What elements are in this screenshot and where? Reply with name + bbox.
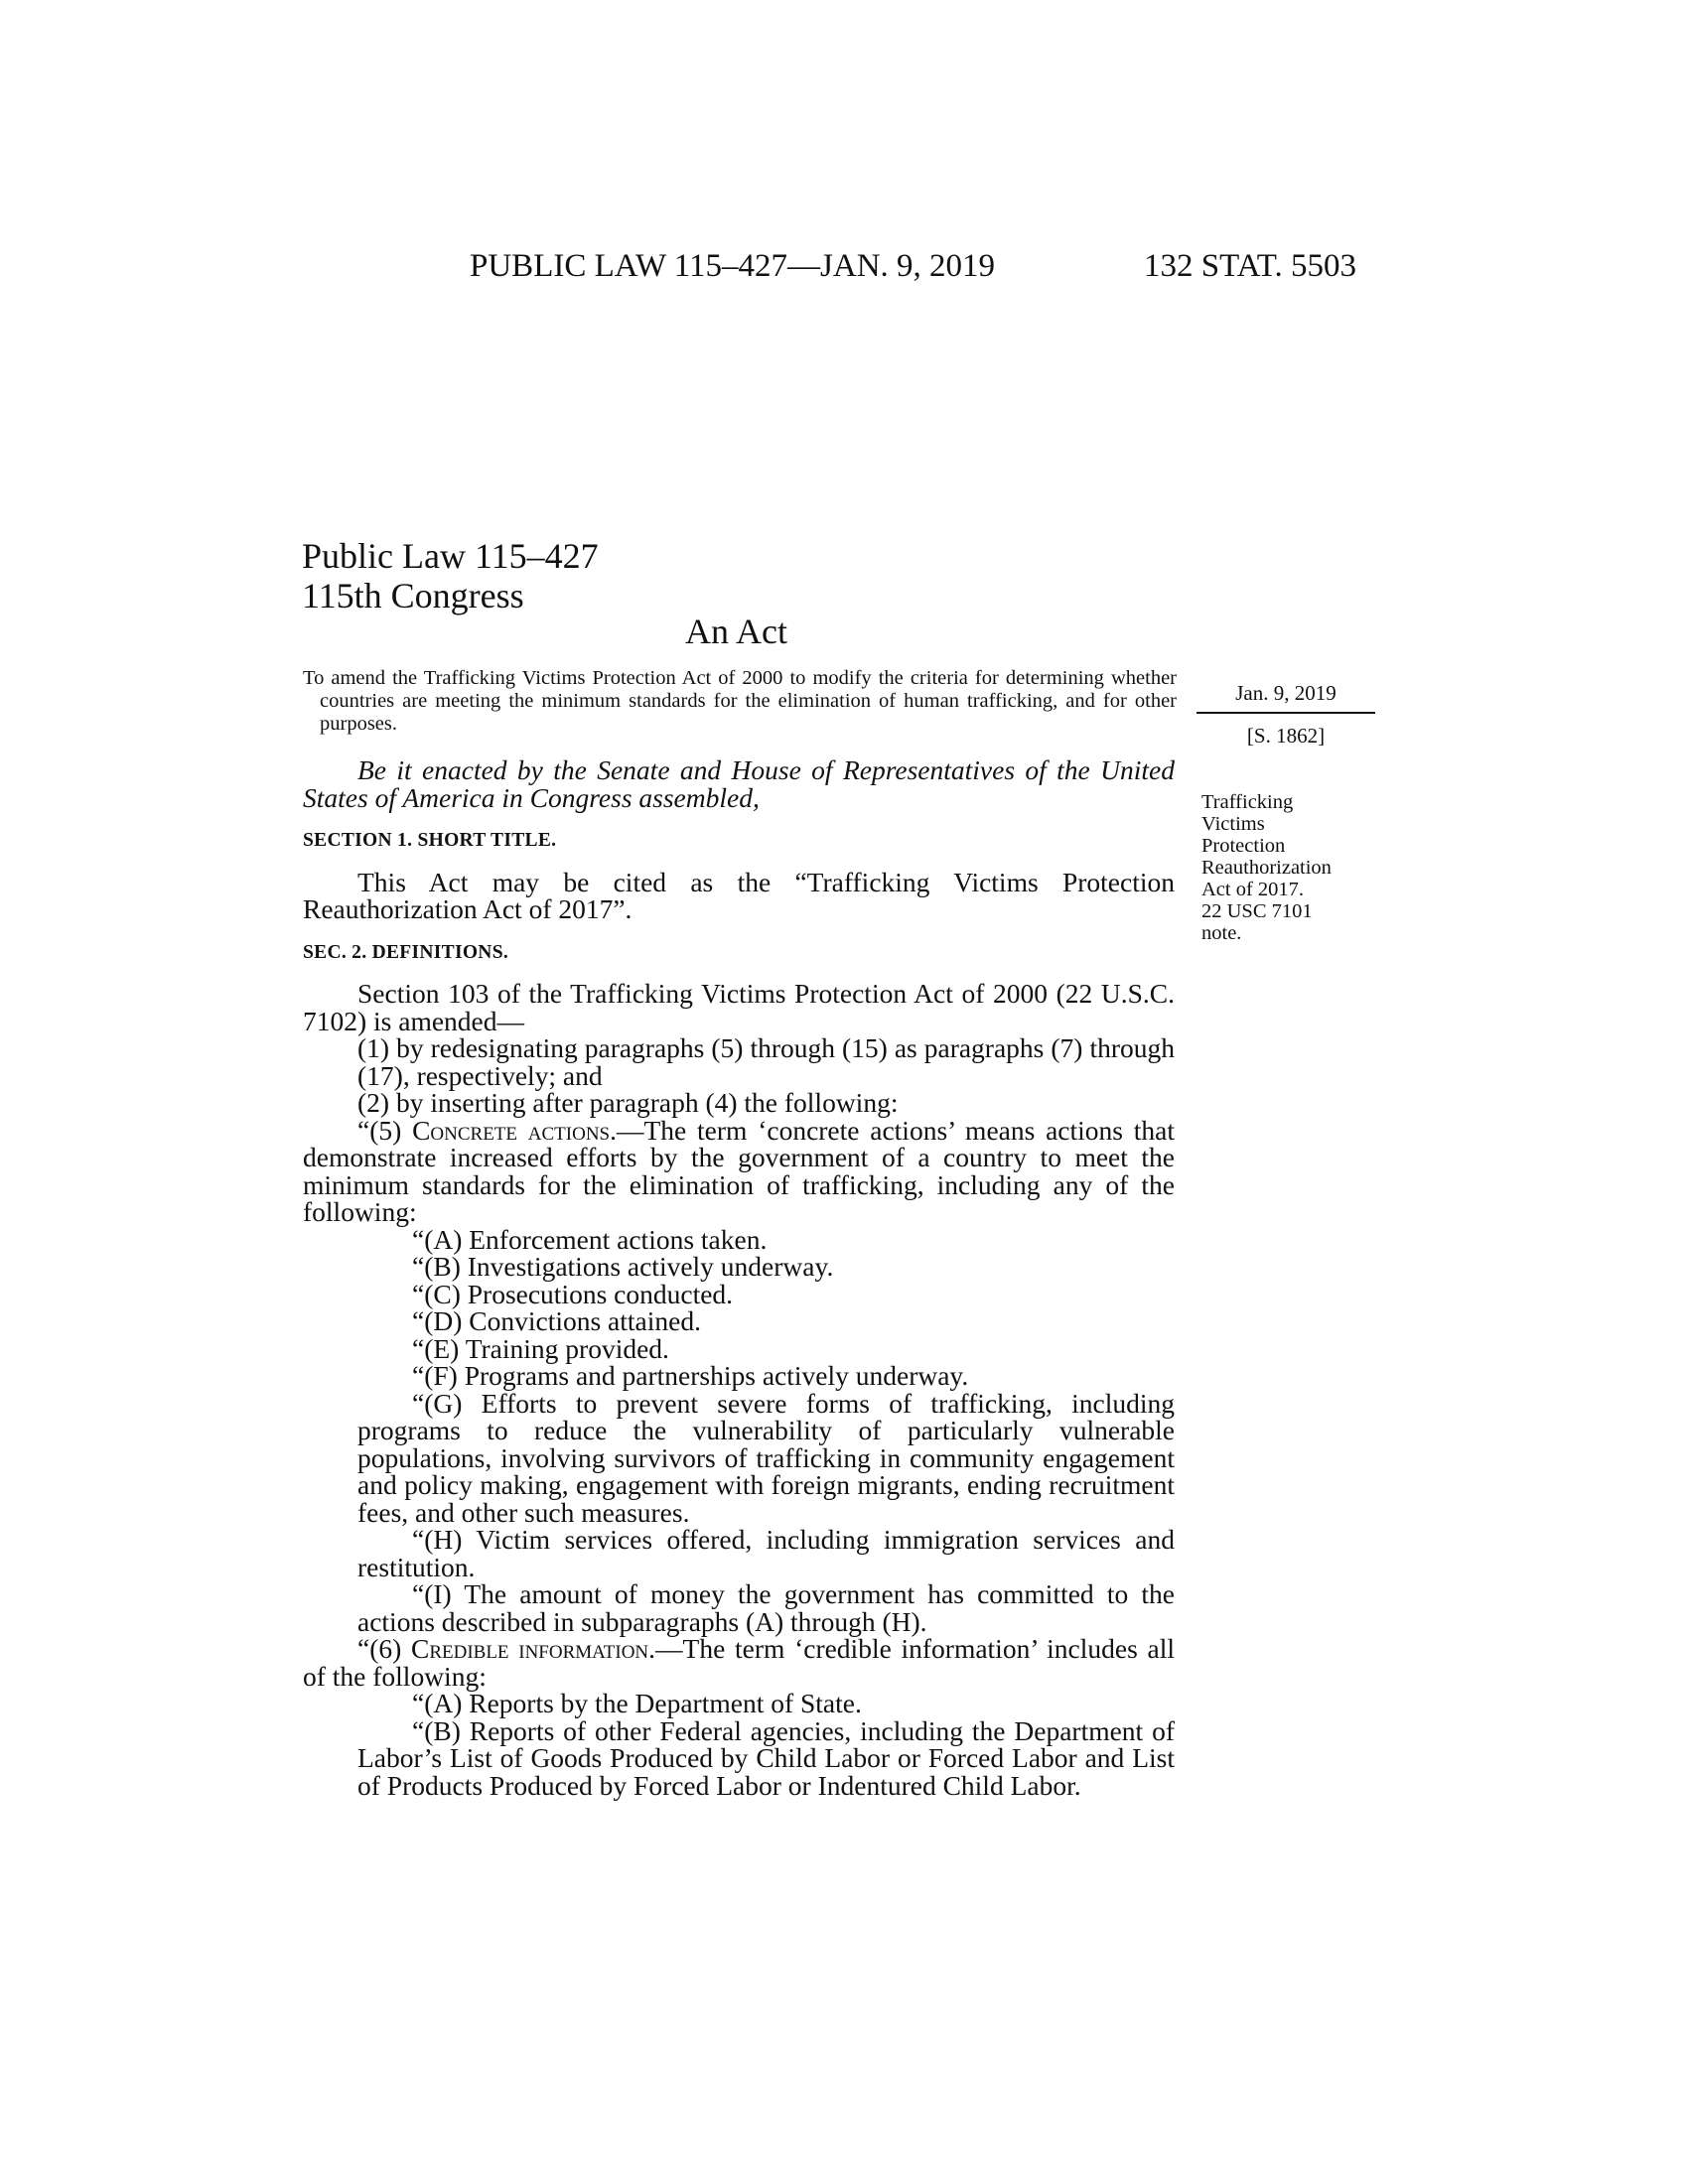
section-2-intro: Section 103 of the Trafficking Victims Protection Act of 2000 (22 U.S.C. 7102) is amended— — [303, 978, 1175, 1036]
margin-note-line: Act of 2017. — [1201, 879, 1305, 900]
definition-5-term: Concrete actions — [412, 1114, 611, 1146]
definition-5 — [303, 1114, 1175, 1227]
act-heading: An Act — [685, 612, 787, 651]
definition-5-item: “(B) Investigations actively underway. — [412, 1251, 834, 1282]
definition-6 — [303, 1635, 1175, 1690]
purpose-rest: for determining whether countries are meeting the minimum standards for the elimination of human trafficking, and for other purposes. — [320, 667, 1178, 735]
section-1-heading: SECTION 1. SHORT TITLE. — [303, 830, 557, 851]
definition-6-item: “(A) Reports by the Department of State. — [412, 1688, 862, 1718]
running-header-page: 132 STAT. 5503 — [1144, 248, 1357, 284]
definition-5-item: “(F) Programs and partnerships actively underway. — [412, 1360, 969, 1391]
act-body — [303, 756, 1175, 1799]
definition-5-item: “(C) Prosecutions conducted. — [412, 1278, 734, 1309]
margin-bill-number: [S. 1862] — [1246, 724, 1326, 748]
section-2-heading: SEC. 2. DEFINITIONS. — [303, 941, 509, 963]
definition-5-item: “(D) Convictions attained. — [412, 1305, 701, 1336]
section-1-text: This Act may be cited as the “Trafficking Victims Protection Reauthorization Act of 2017”. — [303, 866, 1175, 924]
definition-5-item: “(A) Enforcement actions taken. — [412, 1223, 768, 1255]
enacting-clause: Be it enacted by the Senate and House of Representatives of the United States of America in Congress assembled, — [303, 754, 1175, 813]
margin-note-line: Protection — [1201, 835, 1286, 857]
running-header-left: PUBLIC LAW 115–427—JAN. 9, 2019 — [470, 248, 996, 284]
definition-6-number: “(6) — [357, 1633, 411, 1664]
margin-note — [1201, 791, 1380, 944]
congress-label: 115th Congress — [302, 576, 524, 615]
purpose-line-1: To amend the Trafficking Victims Protection Act of 2000 to modify the criteria — [303, 667, 968, 689]
definition-6-item: “(B) Reports of other Federal agencies, including the Department of Labor’s List of Goods Produced by Child Labor or Forced Labor and List of Products Produced by Forced Labor or Indentured Child Labor. — [357, 1714, 1175, 1801]
amendment-item-1 — [303, 1034, 1175, 1089]
definition-5-item: “(I) The amount of money the government has committed to the actions described in subparagraphs (A) through (H). — [357, 1578, 1175, 1637]
purpose-clause — [303, 667, 1177, 736]
margin-note-line: Reauthorization — [1201, 857, 1332, 879]
margin-date: Jan. 9, 2019 — [1196, 681, 1375, 714]
definition-6-term: Credible information — [410, 1633, 649, 1664]
margin-note-line: 22 USC 7101 — [1201, 900, 1313, 922]
definition-5-item: “(H) Victim services offered, including immigration services and restitution. — [357, 1524, 1175, 1582]
margin-note-line: Victims — [1201, 813, 1265, 835]
definition-5-item: “(E) Training provided. — [412, 1332, 669, 1364]
definition-5-text: .—The term ‘concrete actions’ means actions that demonstrate increased efforts by the government of a country to meet the minimum standards for the elimination of trafficking, including any of the following: — [303, 1114, 1175, 1227]
amendment-item-2: (2) by inserting after paragraph (4) the following: — [357, 1087, 899, 1118]
public-law-number: Public Law 115–427 — [302, 536, 599, 576]
margin-note-line: Trafficking — [1201, 791, 1294, 813]
margin-enactment-box — [1196, 681, 1375, 749]
definition-5-item: “(G) Efforts to prevent severe forms of trafficking, including programs to reduce the vulnerability of particularly vulnerable populations, involving survivors of trafficking in community engagement and policy making, engagement with foreign migrants, ending recruitment fees, and other such measures. — [357, 1387, 1175, 1528]
definition-5-number: “(5) — [357, 1114, 413, 1146]
definition-6-text: .—The term ‘credible information’ includes all of the following: — [303, 1633, 1175, 1692]
amendment-item-1-text: (1) by redesignating paragraphs (5) through (15) as paragraphs (7) through (17), respectively; and — [357, 1032, 1175, 1091]
margin-note-line: note. — [1201, 922, 1242, 944]
